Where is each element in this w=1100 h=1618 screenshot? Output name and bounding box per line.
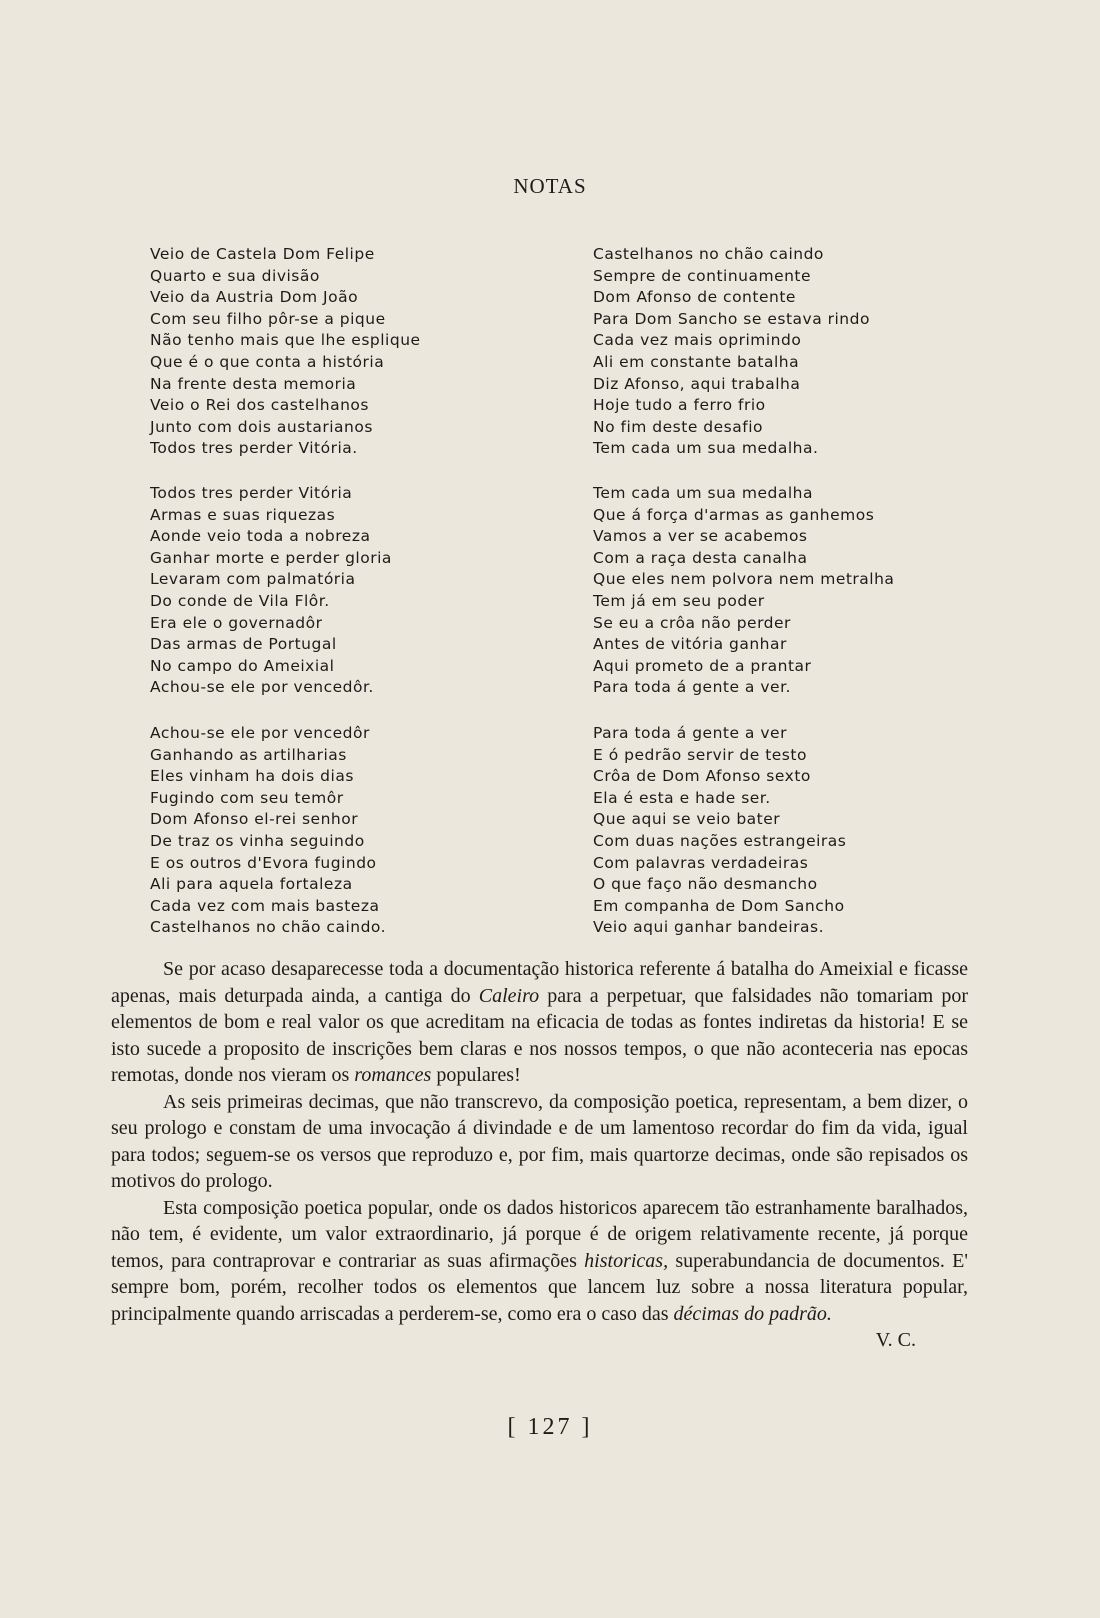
verse-line: Veio de Castela Dom Felipe — [150, 245, 375, 263]
verse-line: No campo do Ameixial — [150, 656, 335, 675]
text: Esta composição poetica popular, onde os dados historicos aparecem tão estranhamente baralhados, não tem, é evidente, um valor extraordinario, já porque é de origem relativamente recente, já porque temos, para contraprovar e contrariar as suas afirmações — [111, 1196, 968, 1272]
italic-title: Caleiro — [478, 984, 540, 1007]
italic-term: historicas, — [584, 1249, 669, 1272]
verse-line: Era ele o governadôr — [150, 613, 323, 632]
stanza-right-2 — [593, 483, 894, 699]
verse-line: Que eles nem polvora nem metralha — [593, 570, 895, 589]
text: Se por acaso desaparecesse toda a documentação historica referente á batalha do Ameixial e ficasse apenas, mais deturpada ainda, a cantiga do — [111, 958, 968, 1007]
italic-title: décimas do padrão. — [673, 1302, 832, 1325]
verse-line: Veio da Austria Dom João — [150, 288, 359, 307]
page-title: NOTAS — [513, 174, 587, 198]
stanza-left-2 — [150, 483, 392, 699]
verse-line: Diz Afonso, aqui trabalha — [593, 374, 801, 393]
verse-line: Ali para aquela fortaleza — [150, 875, 353, 894]
verse-line: Vamos a ver se acabemos — [593, 527, 808, 546]
verse-line: Fugindo com seu temôr — [150, 788, 344, 807]
verse-line: Antes de vitória ganhar — [593, 635, 787, 654]
page-number: [ 127 ] — [507, 1414, 593, 1440]
verse-line: Das armas de Portugal — [150, 635, 337, 654]
verse-line: Achou-se ele por vencedôr. — [150, 678, 374, 697]
verse-line: Levaram com palmatória — [150, 570, 356, 589]
verse-line: E ó pedrão servir de testo — [593, 745, 807, 764]
verse-line: Em companha de Dom Sancho — [593, 896, 845, 915]
verse-line: Junto com dois austarianos — [150, 417, 373, 436]
verse-line: De traz os vinha seguindo — [150, 831, 365, 850]
stanza-right-3 — [593, 723, 846, 939]
verse-line: Tem cada um sua medalha. — [593, 439, 819, 458]
verse-line: Cada vez mais oprimindo — [593, 331, 802, 350]
verse-line: Ela é esta e hade ser. — [593, 788, 771, 807]
verse-line: Aqui prometo de a prantar — [593, 656, 812, 675]
verse-line: Hoje tudo a ferro frio — [593, 396, 766, 415]
verse-line: Veio o Rei dos castelhanos — [150, 396, 369, 415]
verse-line: Sempre de continuamente — [593, 266, 812, 285]
verse-line: Ganhando as artilharias — [150, 745, 347, 764]
verse-line: Tem já em seu poder — [593, 591, 765, 610]
verse-line: Para Dom Sancho se estava rindo — [593, 309, 870, 328]
verse-line: Na frente desta memoria — [150, 374, 357, 393]
verse-line: O que faço não desmancho — [593, 875, 818, 894]
verse-line: Veio aqui ganhar bandeiras. — [593, 918, 825, 937]
verse-line: Dom Afonso el-rei senhor — [150, 810, 359, 829]
verse-line: Com seu filho pôr-se a pique — [150, 309, 386, 328]
verse-line: Com duas nações estrangeiras — [593, 831, 847, 850]
verse-line: Que á força d'armas as ganhemos — [593, 505, 875, 524]
verse-line: Ali em constante batalha — [593, 352, 800, 371]
verse-line: Dom Afonso de contente — [593, 288, 796, 307]
stanza-right-1 — [593, 244, 870, 460]
verse-line: Castelhanos no chão caindo — [593, 245, 824, 263]
paragraph-2: As seis primeiras decimas, que não transcrevo, da composição poetica, representam, a bem dizer, o seu prologo e constam de uma invocação á divindade e de um lamentoso recordar do fim da vida, igual para todos; seguem-se os versos que reproduzo e, por fim, mais quartorze decimas, onde são repisados os motivos do prologo. — [111, 1090, 968, 1192]
text: populares! — [431, 1064, 521, 1086]
italic-term: romances — [354, 1064, 432, 1086]
verse-line: Cada vez com mais basteza — [150, 896, 380, 915]
verse-line: Que aqui se veio bater — [593, 810, 781, 829]
verse-line: No fim deste desafio — [593, 417, 763, 436]
verse-line: Do conde de Vila Flôr. — [150, 591, 330, 610]
paragraph-1 — [111, 956, 968, 1089]
text: para a perpetuar, que falsidades não tomariam por elementos de bom e real valor os que acreditam na eficacia de todas as fontes indiretas da historia! E se isto sucede a proposito de inscrições bem claras e nos nossos tempos, o que não aconteceria nas epocas remotas, donde nos vieram os — [111, 984, 968, 1086]
verse-line: Não tenho mais que lhe esplique — [150, 331, 421, 350]
verse-line: Com palavras verdadeiras — [593, 853, 809, 872]
verse-line: Crôa de Dom Afonso sexto — [593, 767, 811, 786]
verse-line: Aonde veio toda a nobreza — [150, 527, 371, 546]
verse-line: Todos tres perder Vitória — [150, 484, 353, 502]
stanza-left-3 — [150, 723, 386, 939]
text: superabundancia de documentos. E' sempre bom, porém, recolher todos os elementos que lancem luz sobre a nossa literatura popular, principalmente quando arriscadas a perderem-se, como era o caso das — [111, 1249, 968, 1325]
verse-line: Ganhar morte e perder gloria — [150, 548, 392, 567]
verse-line: Para toda á gente a ver — [593, 724, 787, 742]
stanza-left-1 — [150, 244, 421, 460]
author-signature: V. C. — [875, 1329, 916, 1351]
commentary — [111, 956, 968, 1354]
verse-line: Que é o que conta a história — [150, 352, 385, 371]
verse-line: Castelhanos no chão caindo. — [150, 918, 387, 937]
verse-line: Para toda á gente a ver. — [593, 678, 791, 697]
verse-line: Eles vinham ha dois dias — [150, 767, 354, 786]
verse-line: Tem cada um sua medalha — [593, 484, 813, 502]
verse-line: Armas e suas riquezas — [150, 505, 336, 524]
verse-line: Achou-se ele por vencedôr — [150, 724, 370, 742]
verse-line: Com a raça desta canalha — [593, 548, 808, 567]
verse-line: Quarto e sua divisão — [150, 266, 320, 285]
verse-line: Se eu a crôa não perder — [593, 613, 791, 632]
paragraph-3 — [111, 1195, 968, 1351]
verse-line: E os outros d'Evora fugindo — [150, 853, 377, 872]
verse-line: Todos tres perder Vitória. — [150, 439, 358, 458]
